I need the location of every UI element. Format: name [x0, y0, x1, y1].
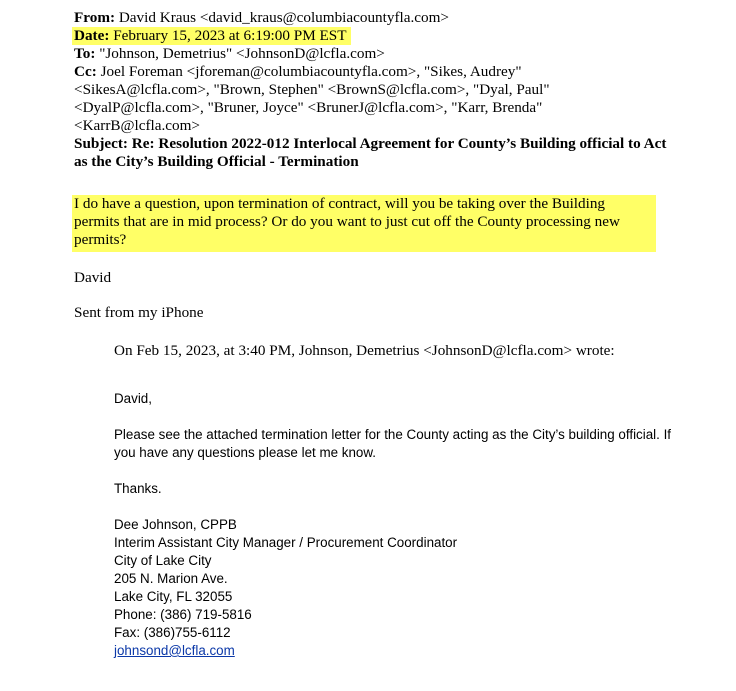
subject-label: Subject: [74, 135, 128, 152]
signature-phone: Phone: (386) 719-5816 [114, 607, 252, 622]
from-value: David Kraus <david_kraus@columbiacountyfla.com> [118, 9, 449, 26]
date-line-row [74, 27, 674, 45]
question-paragraph: I do have a question, upon termination of contract, will you be taking over the Building permits that are in mid process? Or do you want to just cut off the County processing new permits? [72, 195, 656, 252]
signature-address-1: 205 N. Marion Ave. [114, 571, 228, 586]
cc-label: Cc: [74, 63, 97, 80]
quoted-salutation: David, [114, 391, 152, 406]
signature-org: City of Lake City [114, 553, 212, 568]
cc-value-line-4: <KarrB@lcfla.com> [74, 117, 200, 134]
cc-value-line-3: <DyalP@lcfla.com>, "Bruner, Joyce" <BrunerJ@lcfla.com>, "Karr, Brenda" [74, 99, 543, 116]
from-line [74, 9, 674, 27]
to-label: To: [74, 45, 96, 62]
to-value: "Johnson, Demetrius" <JohnsonD@lcfla.com> [99, 45, 385, 62]
sent-from-line: Sent from my iPhone [74, 304, 204, 321]
date-highlight [72, 27, 351, 45]
signature-fax: Fax: (386)755-6112 [114, 625, 231, 640]
subject-line [74, 135, 674, 171]
quoted-thanks: Thanks. [114, 481, 162, 496]
cc-line [74, 63, 674, 81]
date-label: Date: [74, 27, 110, 44]
email-header [74, 9, 674, 171]
signature-address-2: Lake City, FL 32055 [114, 589, 233, 604]
signature-email-link[interactable]: johnsond@lcfla.com [114, 643, 235, 658]
quoted-body: Please see the attached termination letter for the County acting as the City’s building official. If you have any questions please let me know. [114, 427, 672, 460]
quoted-message [114, 390, 674, 660]
signature-email-row [114, 642, 674, 660]
to-line [74, 45, 674, 63]
cc-value-line-2: <SikesA@lcfla.com>, "Brown, Stephen" <BrownS@lcfla.com>, "Dyal, Paul" [74, 81, 550, 98]
from-label: From: [74, 9, 116, 26]
quote-intro: On Feb 15, 2023, at 3:40 PM, Johnson, Demetrius <JohnsonD@lcfla.com> wrote: [114, 342, 615, 359]
cc-value-line-1: Joel Foreman <jforeman@columbiacountyfla.com>, "Sikes, Audrey" [100, 63, 522, 80]
signature-name: Dee Johnson, CPPB [114, 517, 237, 532]
sender-signoff: David [74, 269, 112, 286]
date-value: February 15, 2023 at 6:19:00 PM EST [113, 27, 347, 44]
subject-value: Re: Resolution 2022-012 Interlocal Agreement for County’s Building official to Act as the City’s Building Official - Termination [74, 135, 667, 170]
signature-title: Interim Assistant City Manager / Procurement Coordinator [114, 535, 458, 550]
